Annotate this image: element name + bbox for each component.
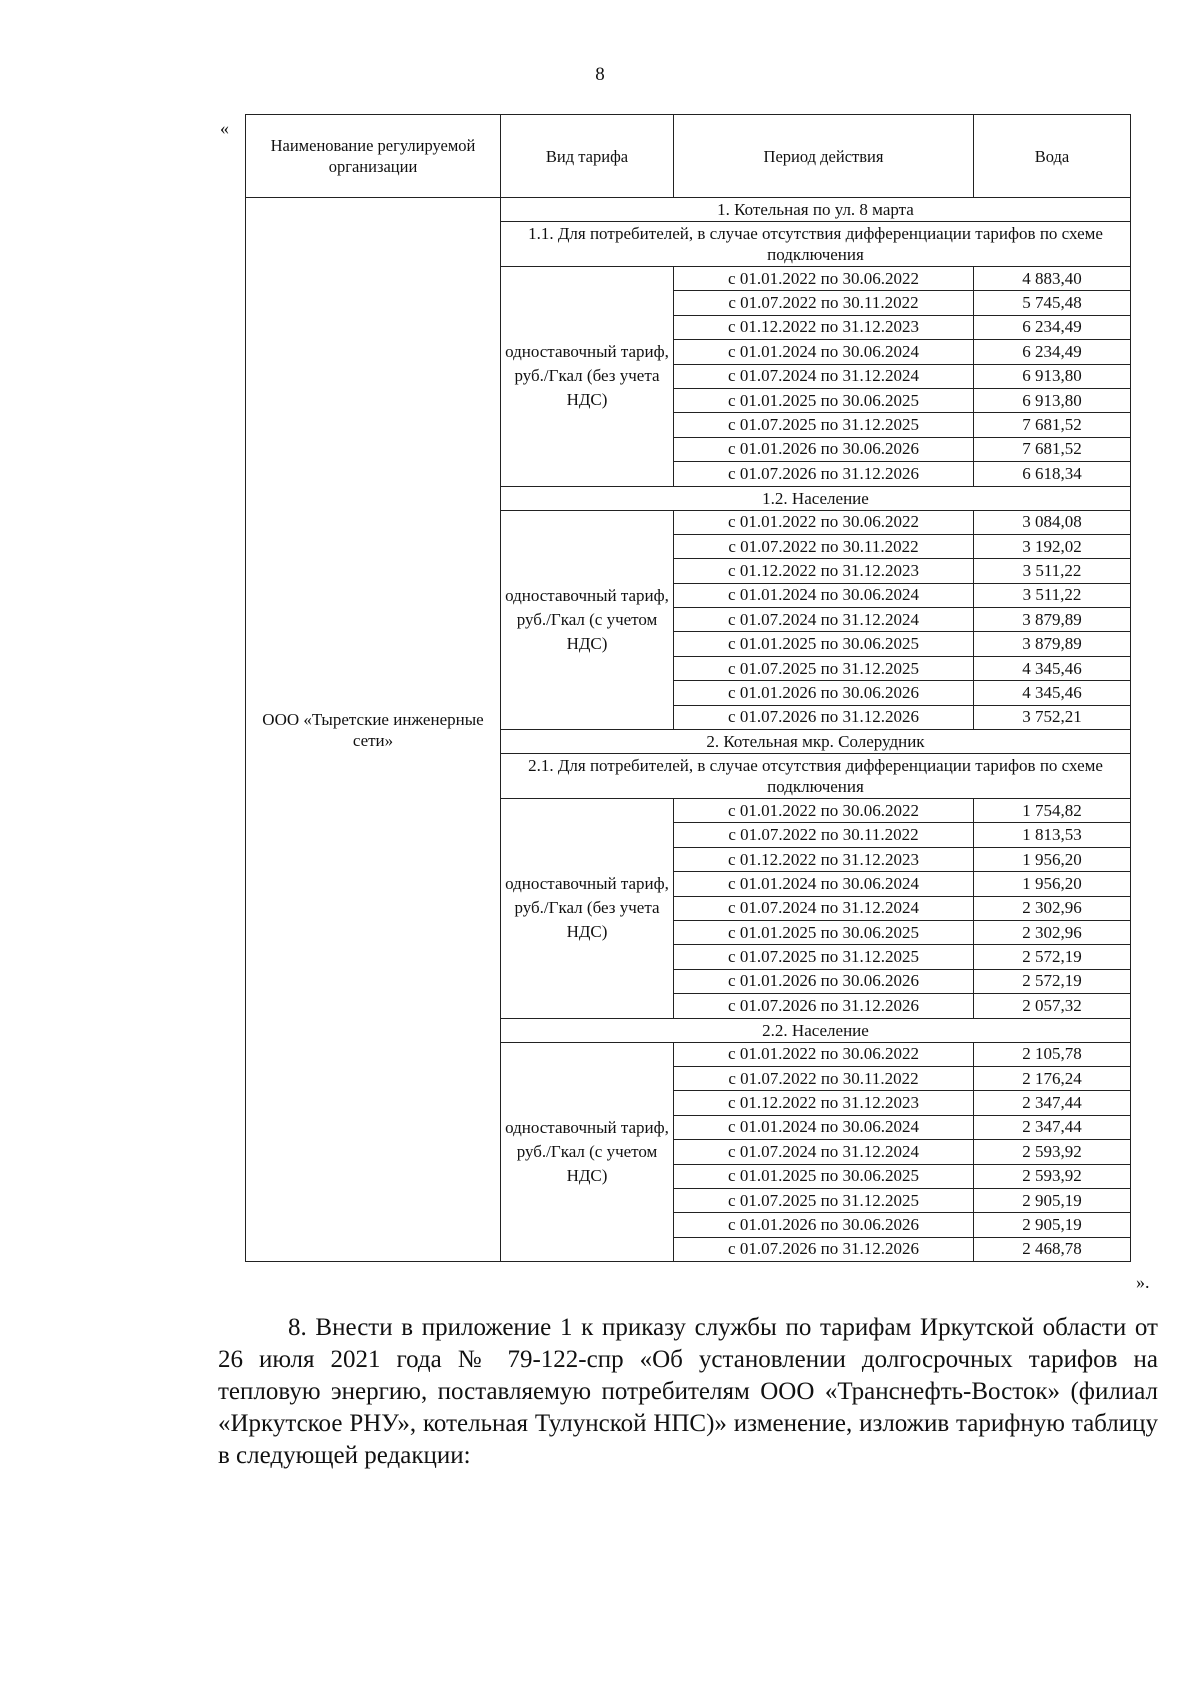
closing-quote: ». bbox=[1136, 1272, 1150, 1292]
value-cell: 1 956,20 bbox=[974, 847, 1131, 871]
value-cell: 6 618,34 bbox=[974, 462, 1131, 486]
period-cell: с 01.07.2025 по 31.12.2025 bbox=[674, 413, 974, 437]
table-header-row bbox=[246, 115, 1131, 198]
value-cell: 1 956,20 bbox=[974, 872, 1131, 896]
value-cell: 4 883,40 bbox=[974, 267, 1131, 291]
period-cell: с 01.01.2025 по 30.06.2025 bbox=[674, 1164, 974, 1188]
period-cell: с 01.12.2022 по 31.12.2023 bbox=[674, 847, 974, 871]
value-cell: 7 681,52 bbox=[974, 413, 1131, 437]
group-subtitle: 2.1. Для потребителей, в случае отсутствия дифференциации тарифов по схеме подключения bbox=[501, 754, 1131, 799]
value-cell: 3 511,22 bbox=[974, 583, 1131, 607]
value-cell: 5 745,48 bbox=[974, 291, 1131, 315]
organization-name: ООО «Тыретские инженерные сети» bbox=[246, 198, 501, 1262]
value-cell: 2 593,92 bbox=[974, 1164, 1131, 1188]
period-cell: с 01.07.2025 по 31.12.2025 bbox=[674, 1188, 974, 1212]
value-cell: 6 913,80 bbox=[974, 364, 1131, 388]
value-cell: 6 913,80 bbox=[974, 388, 1131, 412]
group-subtitle: 2.2. Население bbox=[501, 1018, 1131, 1042]
value-cell: 2 302,96 bbox=[974, 920, 1131, 944]
period-cell: с 01.07.2025 по 31.12.2025 bbox=[674, 656, 974, 680]
period-cell: с 01.01.2026 по 30.06.2026 bbox=[674, 681, 974, 705]
value-cell: 3 752,21 bbox=[974, 705, 1131, 729]
tariff-type: одноставочный тариф, руб./Гкал (без учета НДС) bbox=[501, 799, 674, 1019]
value-cell: 1 754,82 bbox=[974, 799, 1131, 823]
value-cell: 2 572,19 bbox=[974, 969, 1131, 993]
group-subtitle: 1.2. Население bbox=[501, 486, 1131, 510]
value-cell: 1 813,53 bbox=[974, 823, 1131, 847]
period-cell: с 01.01.2026 по 30.06.2026 bbox=[674, 1213, 974, 1237]
value-cell: 3 192,02 bbox=[974, 534, 1131, 558]
period-cell: с 01.01.2025 по 30.06.2025 bbox=[674, 632, 974, 656]
period-cell: с 01.01.2026 по 30.06.2026 bbox=[674, 969, 974, 993]
tariff-table bbox=[245, 114, 1131, 1262]
period-cell: с 01.12.2022 по 31.12.2023 bbox=[674, 1091, 974, 1115]
period-cell: с 01.07.2026 по 31.12.2026 bbox=[674, 994, 974, 1018]
page-number: 8 bbox=[595, 64, 605, 85]
period-cell: с 01.01.2025 по 30.06.2025 bbox=[674, 388, 974, 412]
value-cell: 2 176,24 bbox=[974, 1066, 1131, 1090]
value-cell: 2 347,44 bbox=[974, 1091, 1131, 1115]
period-cell: с 01.01.2026 по 30.06.2026 bbox=[674, 437, 974, 461]
period-cell: с 01.07.2024 по 31.12.2024 bbox=[674, 364, 974, 388]
period-cell: с 01.01.2024 по 30.06.2024 bbox=[674, 340, 974, 364]
period-cell: с 01.07.2022 по 30.11.2022 bbox=[674, 823, 974, 847]
period-cell: с 01.07.2022 по 30.11.2022 bbox=[674, 1066, 974, 1090]
period-cell: с 01.01.2022 по 30.06.2022 bbox=[674, 799, 974, 823]
tariff-type: одноставочный тариф, руб./Гкал (с учетом НДС) bbox=[501, 510, 674, 730]
period-cell: с 01.07.2026 по 31.12.2026 bbox=[674, 705, 974, 729]
period-cell: с 01.01.2022 по 30.06.2022 bbox=[674, 1042, 974, 1066]
period-cell: с 01.07.2026 по 31.12.2026 bbox=[674, 1237, 974, 1261]
period-cell: с 01.07.2024 по 31.12.2024 bbox=[674, 1140, 974, 1164]
period-cell: с 01.07.2024 по 31.12.2024 bbox=[674, 896, 974, 920]
value-cell: 4 345,46 bbox=[974, 656, 1131, 680]
period-cell: с 01.12.2022 по 31.12.2023 bbox=[674, 315, 974, 339]
tariff-type: одноставочный тариф, руб./Гкал (с учетом НДС) bbox=[501, 1042, 674, 1262]
value-cell: 2 593,92 bbox=[974, 1140, 1131, 1164]
value-cell: 2 905,19 bbox=[974, 1213, 1131, 1237]
period-cell: с 01.01.2024 по 30.06.2024 bbox=[674, 1115, 974, 1139]
period-cell: с 01.07.2025 по 31.12.2025 bbox=[674, 945, 974, 969]
period-cell: с 01.07.2024 по 31.12.2024 bbox=[674, 608, 974, 632]
period-cell: с 01.01.2022 по 30.06.2022 bbox=[674, 510, 974, 534]
opening-quote: « bbox=[220, 118, 229, 138]
period-cell: с 01.07.2022 по 30.11.2022 bbox=[674, 291, 974, 315]
value-cell: 2 468,78 bbox=[974, 1237, 1131, 1261]
value-cell: 2 057,32 bbox=[974, 994, 1131, 1018]
section-title: 2. Котельная мкр. Солерудник bbox=[501, 730, 1131, 754]
period-cell: с 01.07.2026 по 31.12.2026 bbox=[674, 462, 974, 486]
section-title: 1. Котельная по ул. 8 марта bbox=[501, 198, 1131, 222]
value-cell: 2 302,96 bbox=[974, 896, 1131, 920]
value-cell: 2 905,19 bbox=[974, 1188, 1131, 1212]
header-tariff-type: Вид тарифа bbox=[501, 115, 674, 198]
period-cell: с 01.01.2024 по 30.06.2024 bbox=[674, 872, 974, 896]
period-cell: с 01.07.2022 по 30.11.2022 bbox=[674, 534, 974, 558]
header-period: Период действия bbox=[674, 115, 974, 198]
header-value: Вода bbox=[974, 115, 1131, 198]
period-cell: с 01.01.2022 по 30.06.2022 bbox=[674, 267, 974, 291]
paragraph-text: 8. Внести в приложение 1 к приказу службы по тарифам Иркутской области от 26 июля 2021 года № 79-122-спр «Об установлении долгосрочных тарифов на тепловую энергию, поставляемую потребителям ООО «Транснефть-Восток» (филиал «Иркутское РНУ», котельная Тулунской НПС)» изменение, изложив тарифную таблицу в следующей редакции: bbox=[218, 1314, 1158, 1469]
value-cell: 3 084,08 bbox=[974, 510, 1131, 534]
group-subtitle: 1.1. Для потребителей, в случае отсутствия дифференциации тарифов по схеме подключения bbox=[501, 222, 1131, 267]
period-cell: с 01.01.2024 по 30.06.2024 bbox=[674, 583, 974, 607]
value-cell: 6 234,49 bbox=[974, 315, 1131, 339]
value-cell: 2 105,78 bbox=[974, 1042, 1131, 1066]
value-cell: 3 879,89 bbox=[974, 608, 1131, 632]
body-paragraph bbox=[218, 1312, 1158, 1472]
value-cell: 7 681,52 bbox=[974, 437, 1131, 461]
value-cell: 3 879,89 bbox=[974, 632, 1131, 656]
value-cell: 6 234,49 bbox=[974, 340, 1131, 364]
period-cell: с 01.12.2022 по 31.12.2023 bbox=[674, 559, 974, 583]
tariff-type: одноставочный тариф, руб./Гкал (без учета НДС) bbox=[501, 267, 674, 487]
header-organization: Наименование регулируемой организации bbox=[246, 115, 501, 198]
value-cell: 2 572,19 bbox=[974, 945, 1131, 969]
value-cell: 4 345,46 bbox=[974, 681, 1131, 705]
period-cell: с 01.01.2025 по 30.06.2025 bbox=[674, 920, 974, 944]
section-row bbox=[246, 198, 1131, 222]
value-cell: 3 511,22 bbox=[974, 559, 1131, 583]
value-cell: 2 347,44 bbox=[974, 1115, 1131, 1139]
